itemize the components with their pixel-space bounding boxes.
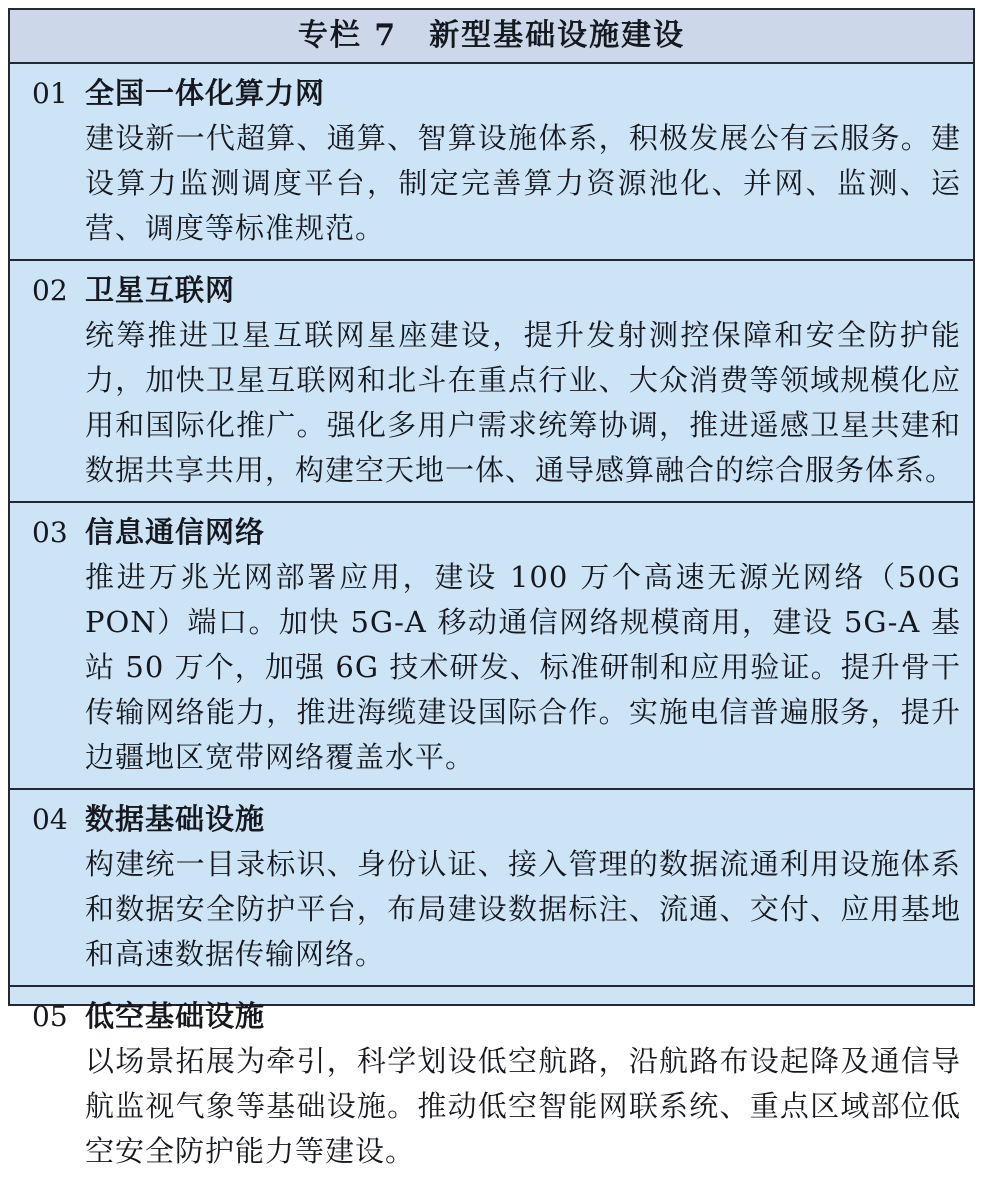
section-body-text: 建设新一代超算、通算、智算设施体系，积极发展公有云服务。建设算力监测调度平台，制定完善算力资源池化、并网、监测、运营、调度等标准规范。 bbox=[85, 121, 961, 245]
section-02 bbox=[10, 261, 973, 503]
section-03 bbox=[10, 503, 973, 790]
section-number: 05 bbox=[32, 1000, 68, 1033]
section-01-head bbox=[10, 71, 961, 116]
section-body-text: 以场景拓展为牵引，科学划设低空航路，沿航路布设起降及通信导航监视气象等基础设施。推动低空智能网联系统、重点区域部位低空安全防护能力等建设。 bbox=[85, 1044, 961, 1168]
section-number: 01 bbox=[32, 77, 68, 110]
section-02-head bbox=[10, 268, 961, 313]
section-heading: 卫星互联网 bbox=[85, 273, 236, 307]
section-body-text: 统筹推进卫星互联网星座建设，提升发射测控保障和安全防护能力，加快卫星互联网和北斗在重点行业、大众消费等领域规模化应用和国际化推广。强化多用户需求统筹协调，推进遥感卫星共建和数据共享共用，构建空天地一体、通导感算融合的综合服务体系。 bbox=[85, 318, 961, 487]
panel-title: 专栏 7 新型基础设施建设 bbox=[10, 10, 973, 64]
section-number: 02 bbox=[32, 274, 68, 307]
section-05 bbox=[10, 987, 973, 1182]
section-heading: 全国一体化算力网 bbox=[85, 76, 326, 110]
section-heading: 信息通信网络 bbox=[85, 515, 266, 549]
section-body-text: 构建统一目录标识、身份认证、接入管理的数据流通利用设施体系和数据安全防护平台，布局建设数据标注、流通、交付、应用基地和高速数据传输网络。 bbox=[85, 847, 961, 971]
section-body-text: 推进万兆光网部署应用，建设 100 万个高速无源光网络（50G PON）端口。加快 5G‑A 移动通信网络规模商用，建设 5G‑A 基站 50 万个，加强 6G 技术研发、标准研制和应用验证。提升骨干传输网络能力，推进海缆建设国际合作。实施电信普遍服务，提升边疆地区宽带网络覆盖水平。 bbox=[85, 560, 961, 774]
section-05-head bbox=[10, 994, 961, 1039]
infrastructure-column-panel bbox=[8, 8, 975, 1168]
section-heading: 数据基础设施 bbox=[85, 802, 266, 836]
section-03-head bbox=[10, 510, 961, 555]
section-01 bbox=[10, 64, 973, 261]
section-heading: 低空基础设施 bbox=[85, 999, 266, 1033]
section-number: 04 bbox=[32, 803, 68, 836]
section-04-head bbox=[10, 797, 961, 842]
section-number: 03 bbox=[32, 516, 68, 549]
section-04 bbox=[10, 790, 973, 987]
